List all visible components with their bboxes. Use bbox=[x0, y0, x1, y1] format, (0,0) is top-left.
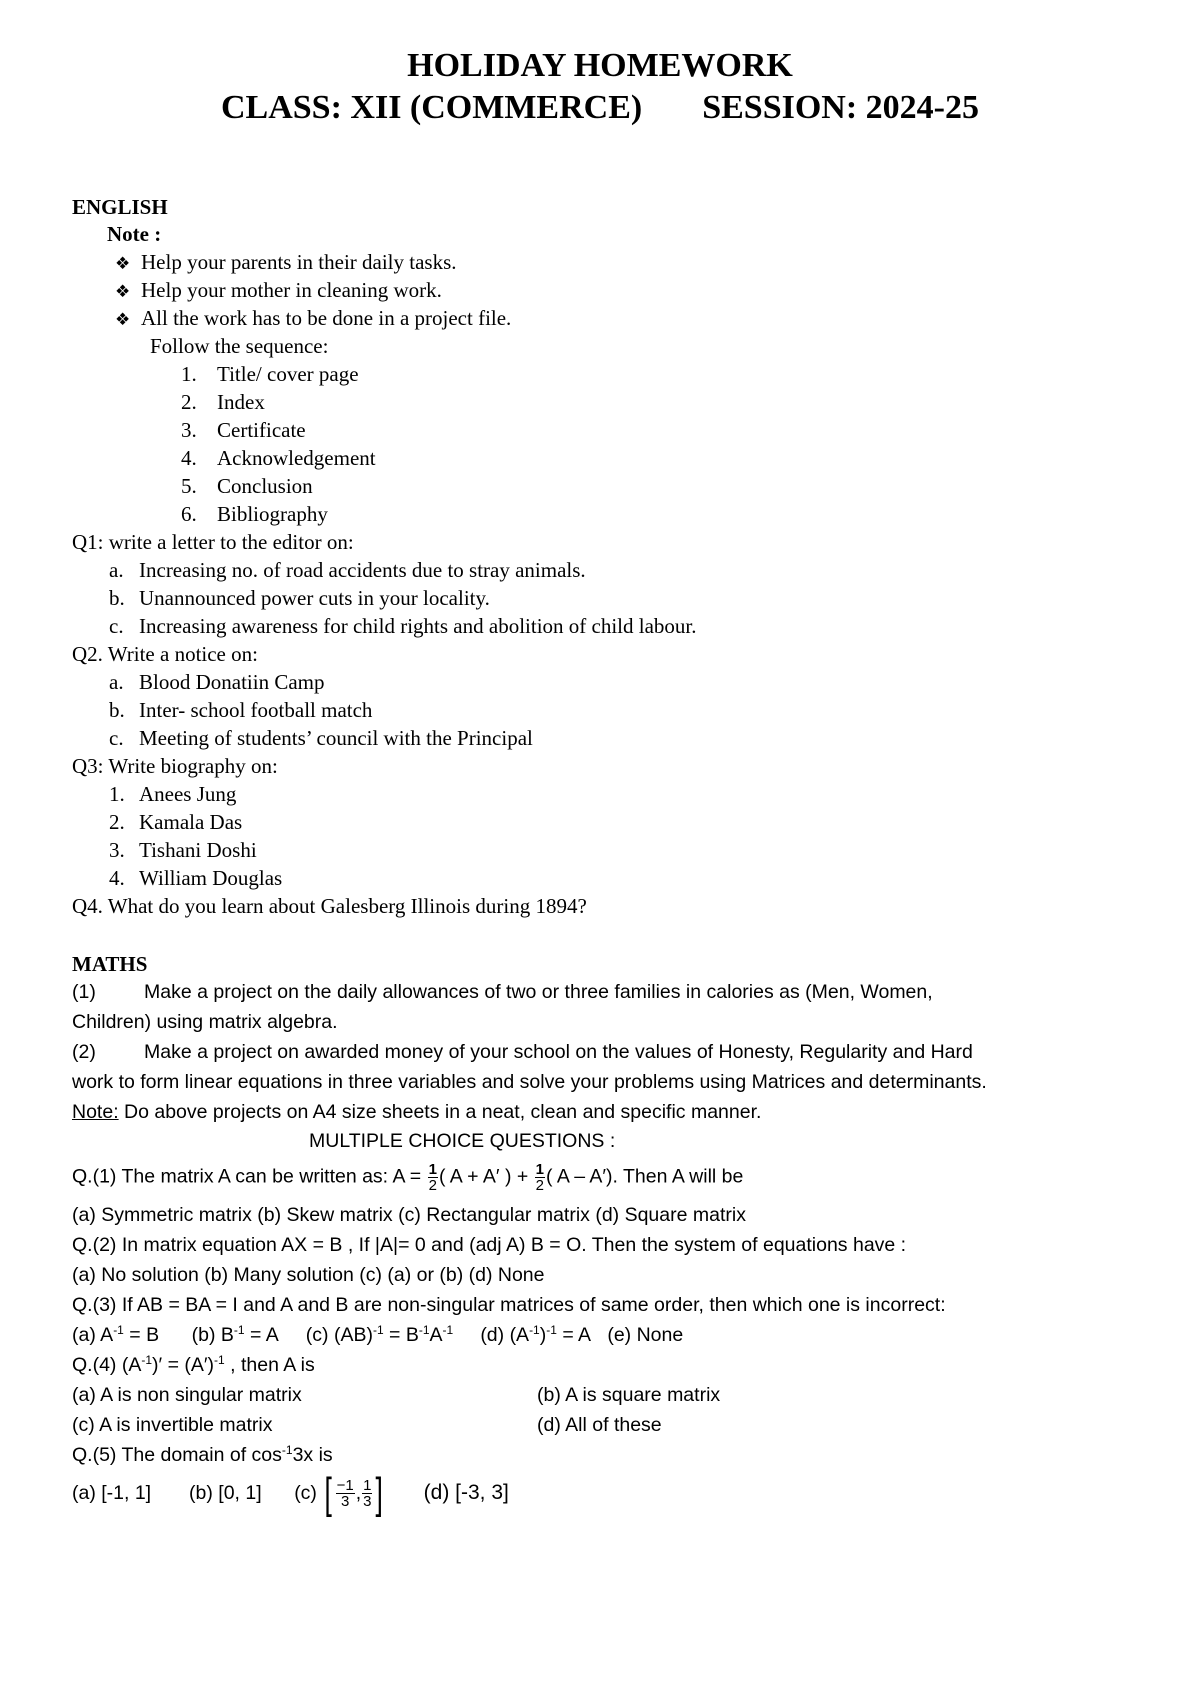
mcq-q2: Q.(2) In matrix equation AX = B , If |A|= 0 and (adj A) B = O. Then the system of equations have : bbox=[72, 1234, 907, 1256]
diamond-bullet-icon: ❖ bbox=[115, 282, 131, 301]
mcq-q5-options: (a) [-1, 1] (b) [0, 1] (c) [ $\frac{-1}{3}$ , $\frac{1}{3}$ ] (d) [-3, 3] bbox=[72, 1468, 509, 1518]
english-bullet-2: ❖ Help your mother in cleaning work. bbox=[115, 277, 442, 305]
english-heading: ENGLISH bbox=[72, 195, 168, 219]
english-bullet-1: ❖ Help your parents in their daily tasks. bbox=[115, 249, 457, 277]
sequence-item: 2. Index bbox=[181, 390, 265, 414]
fraction-half: $\frac{1}{2}$ bbox=[535, 1161, 545, 1194]
english-bullet-3: ❖ All the work has to be done in a project file. bbox=[115, 305, 511, 333]
q2-item: a. Blood Donatiin Camp bbox=[109, 670, 325, 694]
class-label: CLASS: XII (COMMERCE) bbox=[220, 89, 643, 126]
mcq-q2-options: (a) No solution (b) Many solution (c) (a) or (b) (d) None bbox=[72, 1264, 545, 1286]
fraction-half: $\frac{1}{2}$ bbox=[428, 1161, 437, 1194]
page-title: HOLIDAY HOMEWORK bbox=[407, 47, 793, 84]
maths-project-2-line1: (2) Make a project on awarded money of your school on the values of Honesty, Regularity and Hard bbox=[72, 1041, 973, 1063]
mcq-q1: Q.(1) The matrix A can be written as: A = $\frac{1}{2}$ ( A + A′ ) + $\frac{1}{2}$ ( A – A′). Then A will be bbox=[72, 1161, 744, 1194]
maths-heading: MATHS bbox=[72, 952, 148, 976]
mcq-q3: Q.(3) If AB = BA = I and A and B are non-singular matrices of same order, then which one is incorrect: bbox=[72, 1294, 946, 1316]
sequence-intro: Follow the sequence: bbox=[150, 334, 329, 358]
q3-item: 2. Kamala Das bbox=[109, 810, 243, 834]
right-bracket-icon: ] bbox=[375, 1468, 384, 1518]
fraction-neg-third: $\frac{-1}{3}$ bbox=[336, 1477, 354, 1511]
mcq-q4-option-b: (b) A is square matrix bbox=[537, 1384, 721, 1406]
sequence-item: 4. Acknowledgement bbox=[181, 446, 376, 470]
sequence-item: 5. Conclusion bbox=[181, 474, 313, 498]
q3-item: 1. Anees Jung bbox=[109, 782, 237, 806]
mcq-q4-option-a: (a) A is non singular matrix bbox=[72, 1384, 302, 1406]
q2-item: c. Meeting of students’ council with the Principal bbox=[109, 726, 533, 750]
note-label: Note: bbox=[72, 1101, 119, 1123]
mcq-heading: MULTIPLE CHOICE QUESTIONS : bbox=[309, 1130, 616, 1152]
maths-project-1-line1: (1) Make a project on the daily allowances of two or three families in calories as (Men, Women, bbox=[72, 981, 933, 1003]
mcq-q1-options: (a) Symmetric matrix (b) Skew matrix (c) Rectangular matrix (d) Square matrix bbox=[72, 1204, 746, 1226]
mcq-q4-option-c: (c) A is invertible matrix bbox=[72, 1414, 273, 1436]
english-q2: Q2. Write a notice on: bbox=[72, 642, 258, 666]
sequence-item: 3. Certificate bbox=[181, 418, 306, 442]
q2-item: b. Inter- school football match bbox=[109, 698, 373, 722]
q1-item: a. Increasing no. of road accidents due to stray animals. bbox=[109, 558, 586, 582]
diamond-bullet-icon: ❖ bbox=[115, 310, 131, 329]
mcq-q5: Q.(5) The domain of $\cos^{-1}3x$ is bbox=[72, 1443, 333, 1466]
maths-project-2-line2: work to form linear equations in three variables and solve your problems using Matrices and determinants. bbox=[72, 1071, 987, 1093]
maths-project-1-line2: Children) using matrix algebra. bbox=[72, 1011, 338, 1033]
english-q3: Q3: Write biography on: bbox=[72, 754, 278, 778]
english-q1: Q1: write a letter to the editor on: bbox=[72, 530, 354, 554]
diamond-bullet-icon: ❖ bbox=[115, 254, 131, 273]
q1-item: c. Increasing awareness for child rights and abolition of child labour. bbox=[109, 614, 697, 638]
q1-item: b. Unannounced power cuts in your locality. bbox=[109, 586, 490, 610]
mcq-q4: Q.(4) $(A^{-1})' = (A')^{-1}$ , then A is bbox=[72, 1353, 315, 1376]
page-subtitle bbox=[0, 88, 1200, 128]
maths-note: Note: Do above projects on A4 size sheets in a neat, clean and specific manner. bbox=[72, 1101, 762, 1123]
sequence-item: 1. Title/ cover page bbox=[181, 362, 359, 386]
session-label: SESSION: 2024-25 bbox=[702, 89, 979, 126]
sequence-item: 6. Bibliography bbox=[181, 502, 328, 526]
english-note-label: Note : bbox=[107, 222, 162, 246]
q3-item: 4. William Douglas bbox=[109, 866, 283, 890]
left-bracket-icon: [ bbox=[324, 1468, 333, 1518]
fraction-third: $\frac{1}{3}$ bbox=[363, 1477, 372, 1511]
q3-item: 3. Tishani Doshi bbox=[109, 838, 257, 862]
english-q4: Q4. What do you learn about Galesberg Illinois during 1894? bbox=[72, 894, 587, 918]
mcq-q4-option-d: (d) All of these bbox=[537, 1414, 662, 1436]
mcq-q3-options: (a) $A^{-1} = B$ (b) $B^{-1} = A$ (c) $(AB)^{-1} = B^{-1}A^{-1}$ (d) $(A^{-1})^{-1} = A$ (e) None bbox=[72, 1323, 684, 1346]
